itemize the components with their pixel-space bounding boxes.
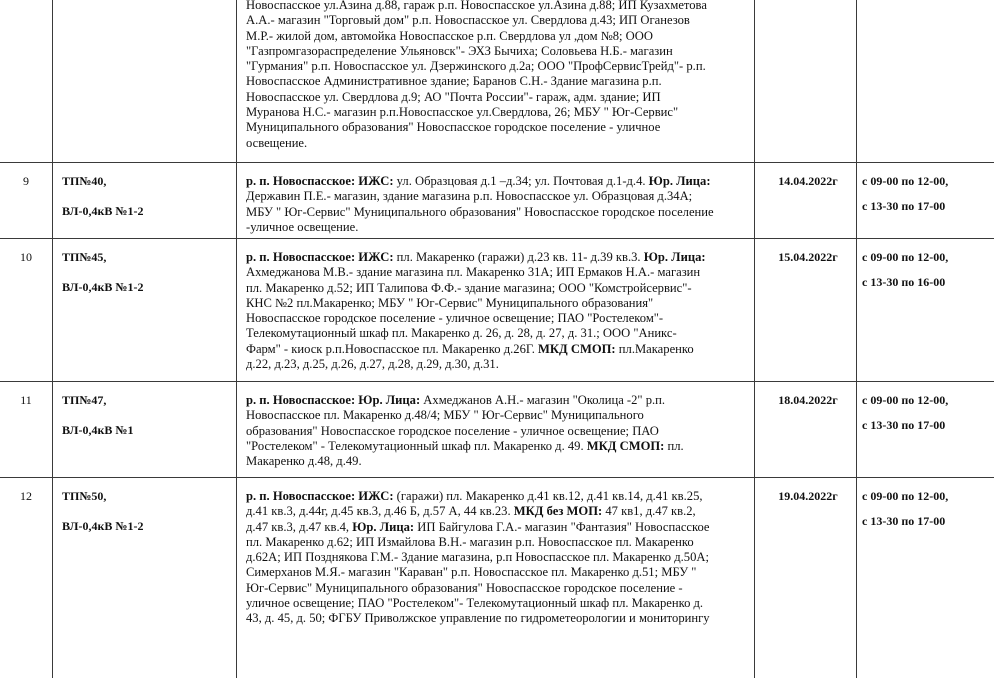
address-line [246, 550, 741, 565]
address-cell [246, 0, 741, 151]
address-line [246, 596, 741, 611]
column-divider [856, 0, 857, 162]
outage-time [862, 163, 994, 213]
address-text: Ахмеджанов А.Н.- магазин "Околица -2" р.п. [420, 393, 666, 407]
address-text: д.47 кв.3, д.47 кв.4, [246, 519, 353, 534]
address-text: пл. Макаренко д.62; ИП Измайлова В.Н.- магазин р.п. Новоспасское пл. Макаренко [246, 534, 694, 549]
address-text: образования" Новоспасское городское поселение - уличное освещение; ПАО [246, 423, 659, 438]
address-text: Новоспасское Административное здание; Баранов С.Н.- Здание магазина р.п. [246, 74, 662, 89]
address-text: пл. Макаренко (гаражи) д.23 кв. 11- д.39 кв.3. [393, 250, 644, 264]
address-line [246, 59, 741, 74]
address-text: Ахмеджанова М.В.- здание магазина пл. Макаренко 31А; ИП Ермаков Н.А.- магазин [246, 265, 701, 280]
address-emphasis: Юр. Лица: [648, 174, 711, 188]
column-divider [236, 478, 237, 678]
address-line [246, 424, 741, 439]
address-line [246, 504, 741, 519]
address-text: Новоспасское городское поселение - уличное освещение; ПАО "Ростелеком"- [246, 311, 664, 326]
address-emphasis: МКД СМОП: [586, 438, 665, 453]
address-text: уличное освещение; ПАО "Ростелеком"- Телекомутационный шкаф пл. Макаренко д. [246, 596, 704, 611]
address-cell [246, 163, 741, 235]
address-line [246, 90, 741, 105]
address-emphasis: МКД без МОП: [513, 504, 603, 519]
address-line [246, 489, 741, 504]
address-emphasis: МКД СМОП: [538, 341, 616, 356]
address-text: ИП Байгулова Г.А.- магазин "Фантазия" Новоспасское [414, 519, 710, 534]
address-text: Фарм" - киоск р.п.Новоспасское пл. Макаренко д.26Г. [246, 341, 539, 356]
address-text: А.А.- магазин "Торговый дом" р.п. Новоспасское ул. Свердлова д.43; ИП Оганезов [246, 13, 690, 28]
address-text: МБУ " Юг-Сервис" Муниципального образования" Новоспасское городское поселение [246, 204, 714, 219]
address-emphasis: р. п. Новоспасское: ИЖС: [246, 250, 394, 264]
address-line [246, 535, 741, 550]
address-text: Новоспасское ул.Азина д.88, гараж р.п. Новоспасское ул.Азина д.88; ИП Кузахметова [246, 0, 707, 12]
address-text: Симерханов М.Я.- магазин "Караван" р.п. Новоспасское пл. Макаренко д.51; МБУ " [246, 565, 697, 580]
address-line [246, 454, 741, 469]
address-line [246, 393, 741, 408]
address-line [246, 189, 741, 204]
address-text: Макаренко д.48, д.49. [246, 454, 362, 469]
address-cell [246, 239, 741, 372]
address-line [246, 311, 741, 326]
address-text: д.41 кв.3, д.44г, д.45 кв.3, д.46 Б, д.57 А, 44 кв.23. [246, 504, 514, 519]
address-text: д.22, д.23, д.25, д.26, д.27, д.28, д.29, д.30, д.31. [246, 357, 499, 372]
address-text: КНС №2 пл.Макаренко; МБУ " Юг-Сервис" Муниципального образования" [246, 295, 654, 310]
table-row [0, 382, 994, 478]
substation-label: ТП№50, [62, 489, 107, 503]
row-number: 10 [20, 250, 32, 264]
time-interval: с 13-30 по 16-00 [862, 275, 946, 289]
address-text: Муниципального образования" Новоспасское городское поселение - уличное [246, 120, 661, 135]
time-interval: с 09-00 по 12-00, [862, 250, 949, 264]
address-line [246, 296, 741, 311]
address-emphasis: Юр. Лица: [643, 250, 706, 264]
address-text: (гаражи) пл. Макаренко д.41 кв.12, д.41 кв.14, д.41 кв.25, [393, 489, 703, 503]
address-line [246, 520, 741, 535]
address-line [246, 120, 741, 135]
address-emphasis: р. п. Новоспасское: ИЖС: [246, 174, 394, 188]
address-line [246, 74, 741, 89]
column-divider [236, 163, 237, 238]
address-emphasis: р. п. Новоспасское: ИЖС: [246, 489, 394, 503]
column-divider [856, 163, 857, 238]
line-label: ВЛ-0,4кВ №1-2 [62, 280, 144, 294]
time-interval: с 09-00 по 12-00, [862, 174, 949, 188]
address-line [246, 565, 741, 580]
address-text: пл. [664, 438, 684, 453]
table-row [0, 163, 994, 239]
time-interval: с 09-00 по 12-00, [862, 489, 949, 503]
time-interval: с 13-30 по 17-00 [862, 514, 946, 528]
address-text: 43, д. 45, д. 50; ФГБУ Приволжское управление по гидрометеорологии и мониторингу [246, 611, 710, 626]
address-text: Муранова Н.С.- магазин р.п.Новоспасское ул.Свердлова, 26; МБУ " Юг-Сервис" [246, 105, 679, 120]
address-line [246, 439, 741, 454]
outage-time [862, 478, 994, 528]
address-text: Новоспасское ул. Свердлова д.9; АО "Почта России"- гараж, адм. здание; ИП [246, 89, 661, 104]
time-interval: с 13-30 по 17-00 [862, 199, 946, 213]
address-line [246, 29, 741, 44]
address-line [246, 0, 741, 13]
address-text: пл.Макаренко [615, 341, 694, 356]
address-emphasis: р. п. Новоспасское: Юр. Лица: [246, 393, 421, 407]
object-cell [62, 239, 227, 294]
address-line [246, 408, 741, 423]
time-interval: с 09-00 по 12-00, [862, 393, 949, 407]
outage-date: 14.04.2022г [778, 174, 838, 188]
column-divider [856, 478, 857, 678]
address-line [246, 326, 741, 341]
substation-label: ТП№47, [62, 393, 107, 407]
address-text: 47 кв1, д.47 кв.2, [602, 504, 696, 519]
column-divider [856, 382, 857, 477]
column-divider [52, 382, 53, 477]
object-cell [62, 382, 227, 437]
column-divider [856, 239, 857, 381]
line-label: ВЛ-0,4кВ №1-2 [62, 519, 144, 533]
column-divider [52, 478, 53, 678]
address-line [246, 13, 741, 28]
outage-date: 18.04.2022г [778, 393, 838, 407]
column-divider [236, 382, 237, 477]
object-cell [62, 163, 227, 218]
address-line [246, 581, 741, 596]
outage-time [862, 382, 994, 432]
address-text: Юг-Сервис" Муниципального образования" Новоспасское городское поселение - [246, 580, 683, 595]
address-line [246, 44, 741, 59]
address-emphasis: Юр. Лица: [352, 519, 415, 534]
address-text: Новоспасское пл. Макаренко д.48/4; МБУ " Юг-Сервис" Муниципального [246, 408, 644, 423]
column-divider [236, 0, 237, 162]
row-number: 9 [23, 174, 29, 188]
time-interval: с 13-30 по 17-00 [862, 418, 946, 432]
address-text: "Газпромгазораспределение Ульяновск"- ЭХЗ Бычиха; Соловьева Н.Б.- магазин [246, 43, 673, 58]
table-row [0, 0, 994, 163]
address-text: М.Р.- жилой дом, автомойка Новоспасское р.п. Свердлова ул ,дом №8; ООО [246, 28, 653, 43]
line-label: ВЛ-0,4кВ №1-2 [62, 204, 144, 218]
row-number: 12 [20, 489, 32, 503]
address-line [246, 265, 741, 280]
object-cell [62, 478, 227, 533]
column-divider [754, 478, 755, 678]
outage-date: 19.04.2022г [778, 489, 838, 503]
address-line [246, 220, 741, 235]
column-divider [754, 163, 755, 238]
substation-label: ТП№45, [62, 250, 107, 264]
substation-label: ТП№40, [62, 174, 107, 188]
table-row [0, 239, 994, 382]
outage-date: 15.04.2022г [778, 250, 838, 264]
column-divider [236, 239, 237, 381]
address-line [246, 174, 741, 189]
address-text: Державин П.Е.- магазин, здание магазина р.п. Новоспасское ул. Образцовая д.34А; [246, 189, 693, 204]
address-cell [246, 478, 741, 627]
column-divider [52, 163, 53, 238]
address-line [246, 205, 741, 220]
address-line [246, 281, 741, 296]
address-text: пл. Макаренко д.52; ИП Талипова Ф.Ф.- здание магазина; ООО "Комстройсервис"- [246, 280, 692, 295]
column-divider [754, 239, 755, 381]
column-divider [754, 382, 755, 477]
address-text: освещение. [246, 135, 308, 150]
line-label: ВЛ-0,4кВ №1 [62, 423, 134, 437]
address-line [246, 136, 741, 151]
address-cell [246, 382, 741, 469]
address-text: ул. Образцовая д.1 –д.34; ул. Почтовая д.1-д.4. [393, 174, 649, 188]
outage-time [862, 239, 994, 289]
table-row [0, 478, 994, 678]
address-text: "Гурмания" р.п. Новоспасское ул. Дзержинского д.2а; ООО "ПрофСервисТрейд"- р.п. [246, 59, 706, 74]
address-line [246, 105, 741, 120]
row-number: 11 [20, 393, 32, 407]
column-divider [52, 0, 53, 162]
address-text: д.62А; ИП Позднякова Г.М.- Здание магазина, р.п Новоспасское пл. Макаренко д.50А; [246, 550, 709, 565]
address-line [246, 357, 741, 372]
address-text: Телекомутационный шкаф пл. Макаренко д. 26, д. 28, д. 27, д. 31.; ООО "Аникс- [246, 326, 677, 341]
address-line [246, 342, 741, 357]
column-divider [754, 0, 755, 162]
address-line [246, 611, 741, 626]
address-line [246, 250, 741, 265]
address-text: "Ростелеком" - Телекомутационный шкаф пл. Макаренко д. 49. [246, 438, 587, 453]
column-divider [52, 239, 53, 381]
address-text: -уличное освещение. [246, 219, 359, 234]
